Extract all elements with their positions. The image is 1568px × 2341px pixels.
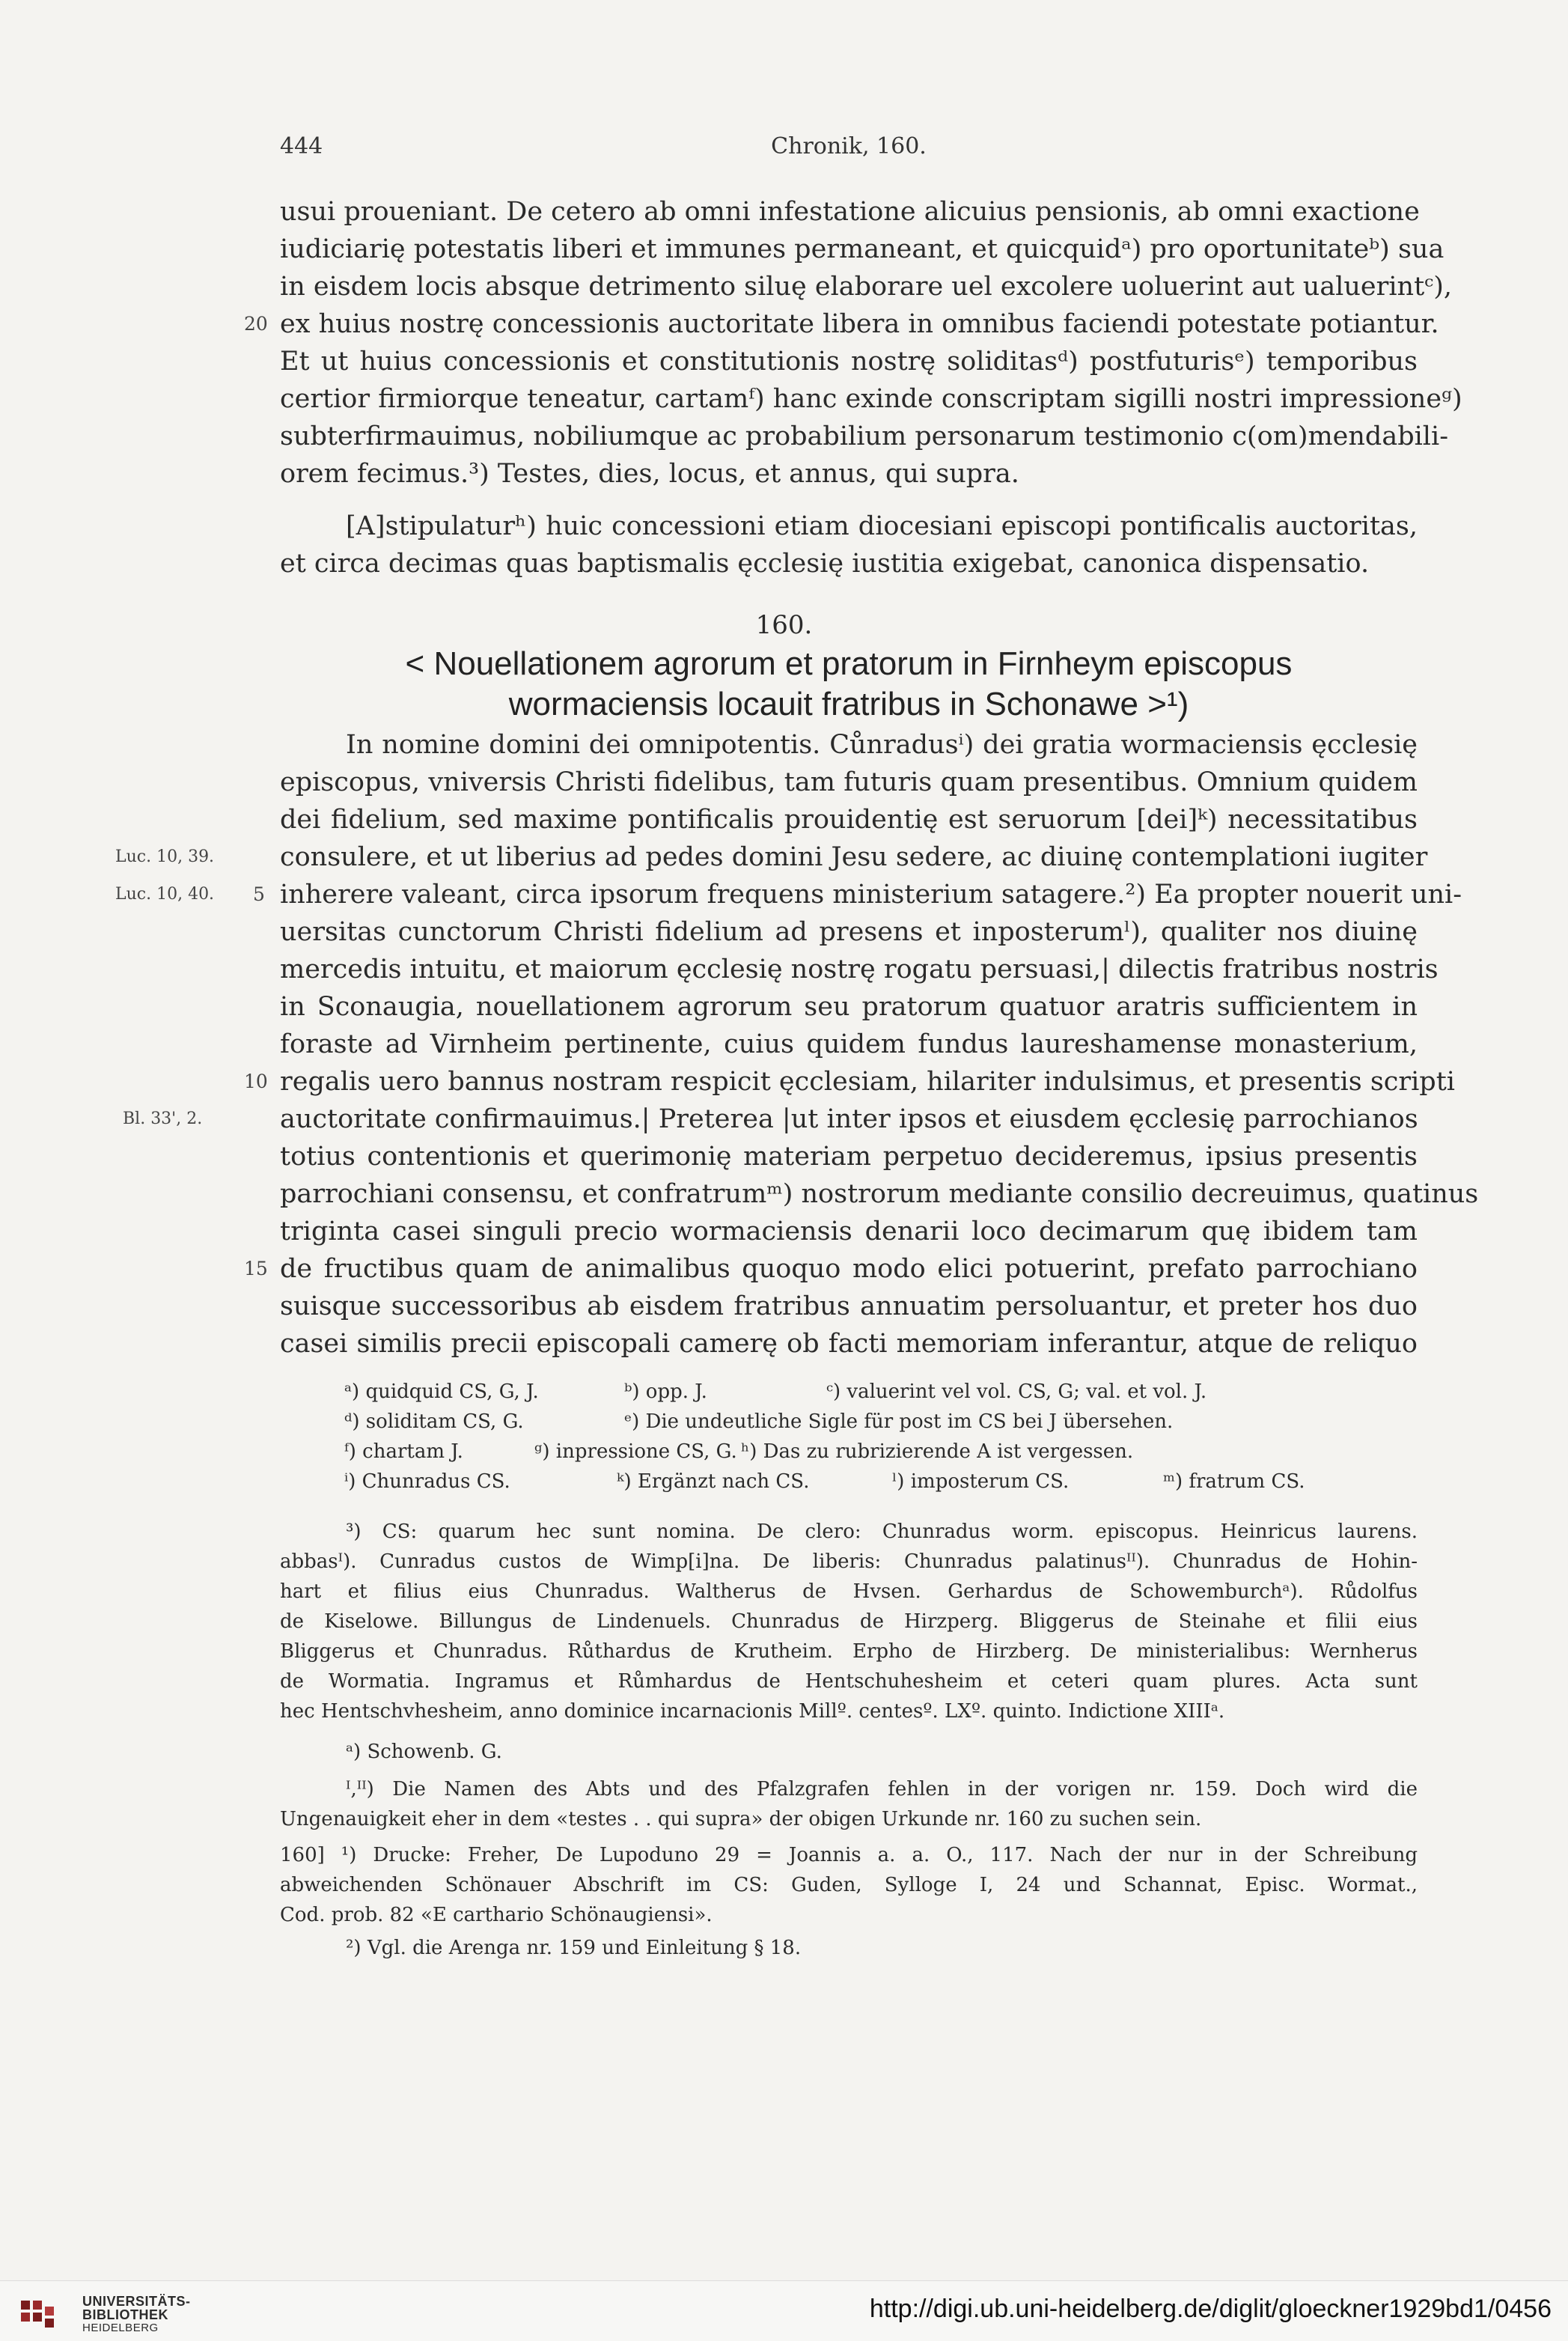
running-title: Chronik, 160. <box>771 133 927 159</box>
document-number: 160. <box>755 610 813 640</box>
text-line: consulere, et ut liberius ad pedes domini Jesu sedere, ac diuinę contemplationi iugiter <box>280 842 1428 872</box>
text-line: auctoritate confirmauimus.| Preterea |ut inter ipsos et eiusdem ęcclesię parrochianos <box>280 1104 1418 1134</box>
text-line: certior firmiorque teneatur, cartamᶠ) hanc exinde conscriptam sigilli nostri impressioneᵍ) <box>280 384 1462 414</box>
document-title-line-2: wormaciensis locauit fratribus in Schonawe >¹) <box>508 686 1189 722</box>
note-line: Bliggerus et Chunradus. Růthardus de Krutheim. Erpho de Hirzberg. De ministerialibus: Wernherus <box>280 1640 1418 1663</box>
text-line: suisque successoribus ab eisdem fratribus annuatim persoluantur, et preter hos duo <box>280 1291 1418 1321</box>
text-line: usui proueniant. De cetero ab omni infestatione alicuius pensionis, ab omni exactione <box>280 197 1420 227</box>
apparatus-entry: ᶠ) chartam J. <box>344 1440 463 1463</box>
margin-reference: Bl. 33', 2. <box>123 1109 203 1128</box>
text-line: regalis uero bannus nostram respicit ęcclesiam, hilariter indulsimus, et presentis scripti <box>280 1067 1455 1097</box>
page-number: 444 <box>280 133 323 159</box>
page-header <box>280 133 1418 171</box>
note-line: ᴵ,ᴵᴵ) Die Namen des Abts und des Pfalzgrafen fehlen in der vorigen nr. 159. Doch wird die <box>346 1778 1418 1800</box>
apparatus-entry: ᵏ) Ergänzt nach CS. <box>617 1470 810 1493</box>
note-line: 160] ¹) Drucke: Freher, De Lupoduno 29 = Joannis a. a. O., 117. Nach der nur in der Schreibung <box>280 1844 1418 1866</box>
note-line: ³) CS: quarum hec sunt nomina. De clero: Chunradus worm. episcopus. Heinricus laurens. <box>346 1520 1418 1543</box>
text-line: triginta casei singuli precio wormaciensis denarii loco decimarum quę ibidem tam <box>280 1217 1418 1246</box>
line-number: 10 <box>244 1071 268 1092</box>
library-logo-icon <box>19 2296 66 2332</box>
text-line: [A]stipulaturʰ) huic concessioni etiam diocesiani episcopi pontificalis auctoritas, <box>346 511 1418 541</box>
note-line: hec Hentschvhesheim, anno dominice incarnacionis Millº. centesº. LXº. quinto. Indictione XIIIᵃ. <box>280 1700 1225 1723</box>
apparatus-entry: ᵃ) quidquid CS, G, J. <box>344 1380 539 1403</box>
library-line: HEIDELBERG <box>82 2322 159 2334</box>
library-name <box>82 2295 191 2335</box>
line-number: 20 <box>244 313 268 335</box>
apparatus-entry: ᵉ) Die undeutliche Sigle für post im CS bei J übersehen. <box>624 1410 1174 1433</box>
text-line: subterfirmauimus, nobiliumque ac probabilium personarum testimonio c(om)mendabili- <box>280 421 1449 451</box>
note-line: hart et filius eius Chunradus. Waltherus de Hvsen. Gerhardus de Schowemburchᵃ). Růdolfus <box>280 1580 1418 1603</box>
margin-reference: Luc. 10, 40. <box>115 885 215 904</box>
document-title-line-1: < Nouellationem agrorum et pratorum in Firnheym episcopus <box>405 645 1293 682</box>
apparatus-entry: ʰ) Das zu rubrizierende A ist vergessen. <box>741 1440 1134 1463</box>
text-line: orem fecimus.³) Testes, dies, locus, et annus, qui supra. <box>280 459 1019 489</box>
library-line: BIBLIOTHEK <box>82 2307 168 2322</box>
text-line: de fructibus quam de animalibus quoquo modo elici potuerint, prefato parrochiano <box>280 1254 1418 1284</box>
text-line: parrochiani consensu, et confratrumᵐ) nostrorum mediante consilio decreuimus, quatinus <box>280 1179 1479 1209</box>
apparatus-entry: ᵈ) soliditam CS, G. <box>344 1410 524 1433</box>
text-line: casei similis precii episcopali camerę ob facti memoriam inferantur, atque de reliquo <box>280 1329 1418 1359</box>
text-line: mercedis intuitu, et maiorum ęcclesię nostrę rogatu persuasi,| dilectis fratribus nostris <box>280 955 1439 984</box>
text-line: uersitas cunctorum Christi fidelium ad presens et inposterumˡ), qualiter nos diuinę <box>280 917 1418 947</box>
apparatus-entry: ᵐ) fratrum CS. <box>1163 1470 1305 1493</box>
text-line: In nomine domini dei omnipotentis. Cůnradusⁱ) dei gratia wormaciensis ęcclesię <box>346 730 1418 760</box>
apparatus-entry: ᶜ) valuerint vel vol. CS, G; val. et vol. J. <box>826 1380 1207 1403</box>
text-line: in eisdem locis absque detrimento siluę elaborare uel excolere uoluerint aut ualuerintᶜ), <box>280 272 1453 302</box>
note-line: Ungenauigkeit eher in dem «testes . . qui supra» der obigen Urkunde nr. 160 zu suchen sein. <box>280 1808 1202 1830</box>
text-line: iudiciarię potestatis liberi et immunes permaneant, et quicquidᵃ) pro oportunitateᵇ) sua <box>280 234 1445 264</box>
text-line: ex huius nostrę concessionis auctoritate libera in omnibus faciendi potestate potiantur. <box>280 309 1439 339</box>
note-line: Cod. prob. 82 «E carthario Schönaugiensi». <box>280 1904 713 1926</box>
apparatus-entry: ᵍ) inpressione CS, G. <box>534 1440 737 1463</box>
text-line: foraste ad Virnheim pertinente, cuius quidem fundus laureshamense monasterium, <box>280 1029 1418 1059</box>
note-line: ²) Vgl. die Arenga nr. 159 und Einleitung § 18. <box>346 1937 802 1959</box>
text-line: in Sconaugia, nouellationem agrorum seu pratorum quatuor aratris sufficientem in <box>280 992 1418 1022</box>
permalink-url[interactable]: http://digi.ub.uni-heidelberg.de/diglit/gloeckner1929bd1/0456 <box>869 2295 1552 2323</box>
line-number: 15 <box>244 1258 268 1279</box>
text-line: et circa decimas quas baptismalis ęcclesię iustitia exigebat, canonica dispensatio. <box>280 549 1370 579</box>
apparatus-entry: ᵇ) opp. J. <box>624 1380 707 1403</box>
apparatus-entry: ˡ) imposterum CS. <box>892 1470 1070 1493</box>
text-line: episcopus, vniversis Christi fidelibus, tam futuris quam presentibus. Omnium quidem <box>280 767 1418 797</box>
library-line: UNIVERSITÄTS- <box>82 2294 191 2309</box>
text-line: Et ut huius concessionis et constitutionis nostrę soliditasᵈ) postfuturisᵉ) temporibus <box>280 347 1418 377</box>
apparatus-entry: ⁱ) Chunradus CS. <box>344 1470 510 1493</box>
note-line: abbasᴵ). Cunradus custos de Wimp[i]na. De liberis: Chunradus palatinusᴵᴵ). Chunradus de Hohin- <box>280 1550 1418 1573</box>
text-line: dei fidelium, sed maxime pontificalis prouidentię est seruorum [dei]ᵏ) necessitatibus <box>280 805 1418 835</box>
text-line: inherere valeant, circa ipsorum frequens ministerium satagere.²) Ea propter nouerit uni- <box>280 880 1462 910</box>
text-line: totius contentionis et querimonię materiam perpetuo decideremus, ipsius presentis <box>280 1142 1418 1172</box>
line-number: 5 <box>253 883 265 905</box>
note-line: de Kiselowe. Billungus de Lindenuels. Chunradus de Hirzperg. Bliggerus de Steinahe et filii eius <box>280 1610 1418 1633</box>
note-line: abweichenden Schönauer Abschrift im CS: Guden, Sylloge I, 24 und Schannat, Episc. Wormat., <box>280 1874 1418 1896</box>
note-line: ᵃ) Schowenb. G. <box>346 1741 502 1763</box>
viewer-footer <box>0 2280 1568 2341</box>
margin-reference: Luc. 10, 39. <box>115 847 215 866</box>
note-line: de Wormatia. Ingramus et Růmhardus de Hentschuhesheim et ceteri quam plures. Acta sunt <box>280 1670 1418 1693</box>
